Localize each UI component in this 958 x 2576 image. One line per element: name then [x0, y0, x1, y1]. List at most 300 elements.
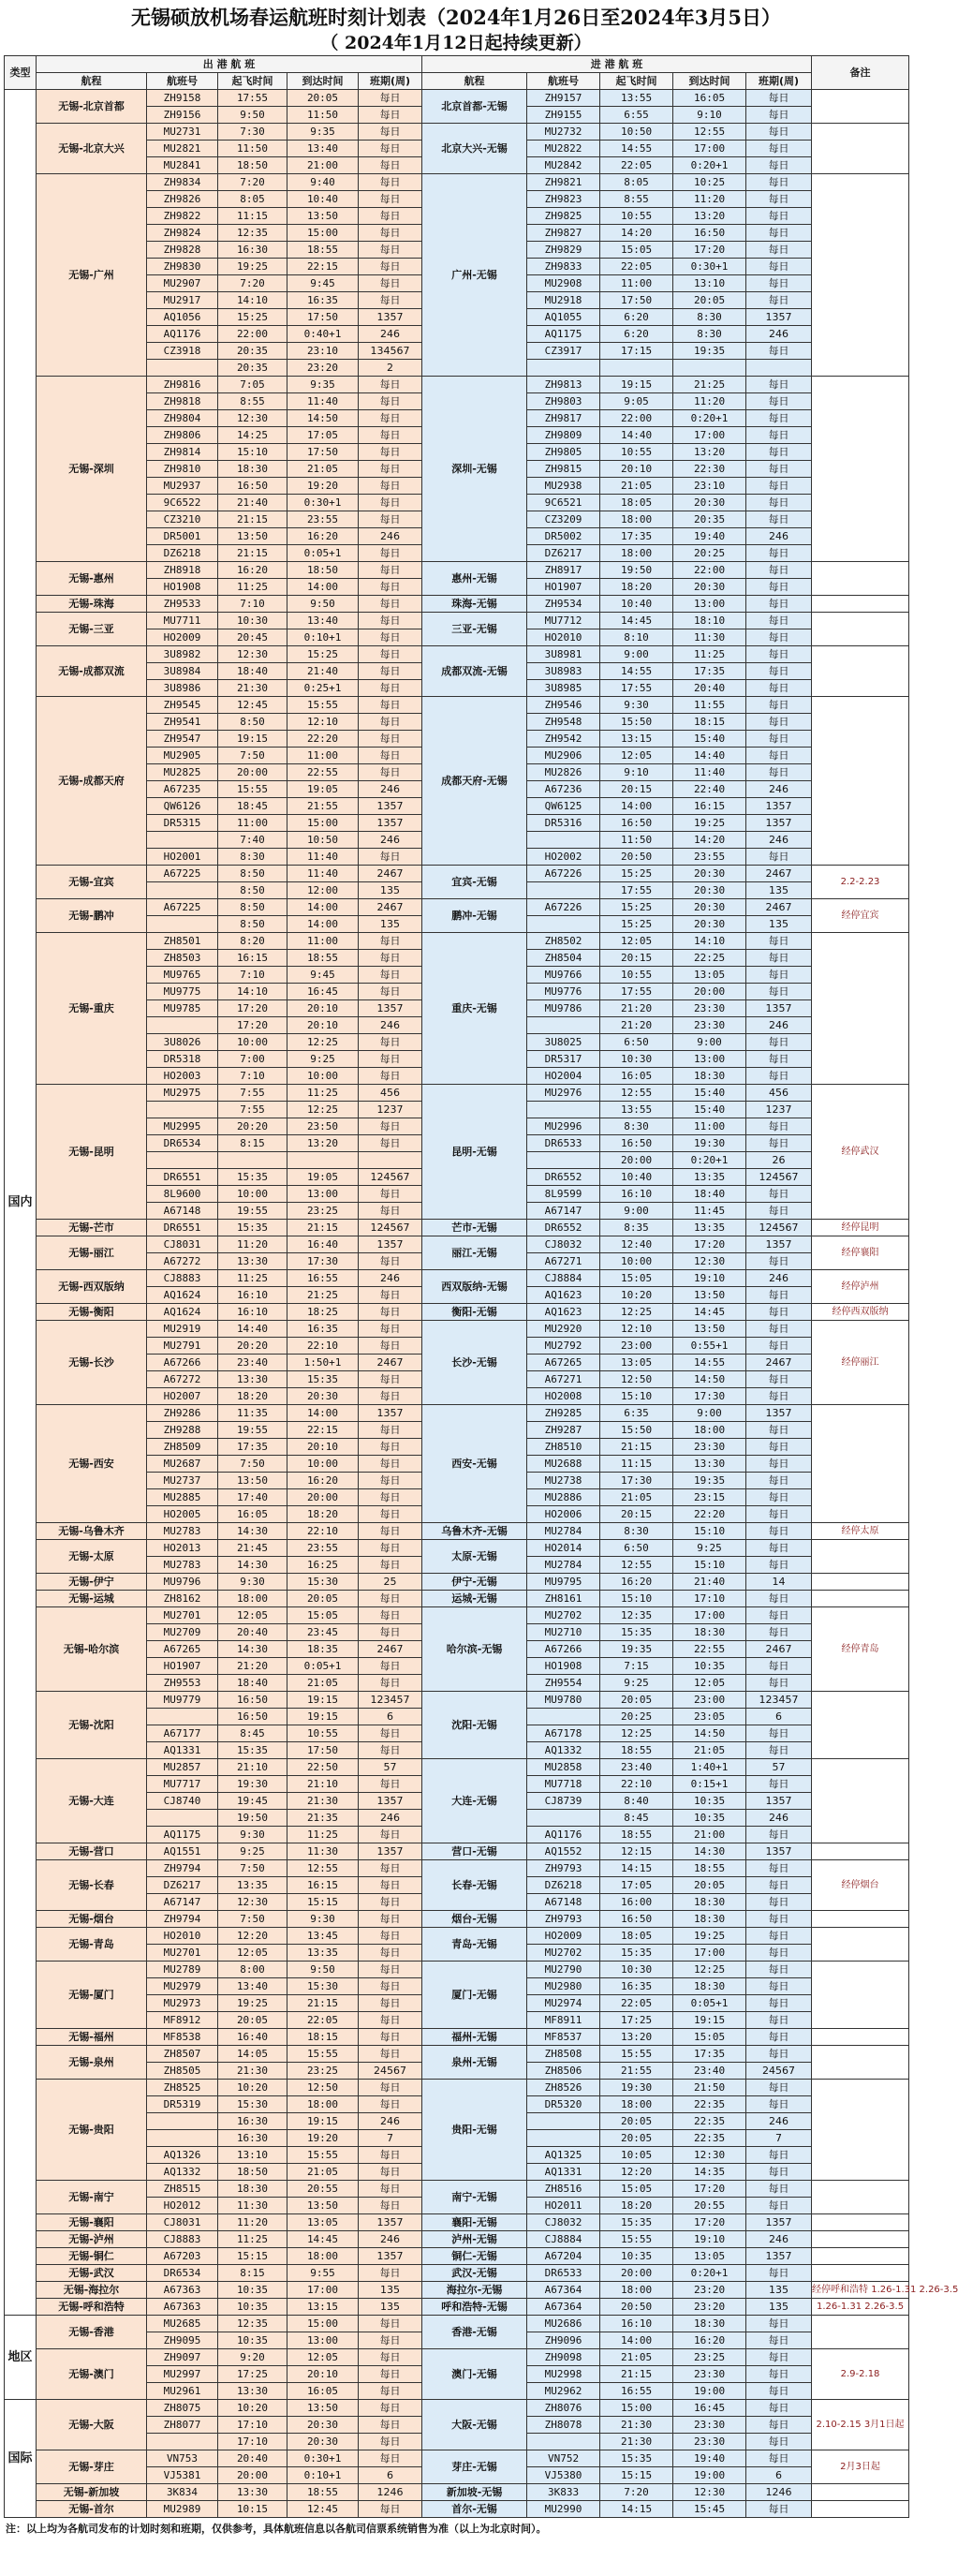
outbound-days: 每日 — [359, 545, 422, 562]
outbound-days: 每日 — [359, 1034, 422, 1051]
inbound-route: 大连-无锡 — [422, 1759, 527, 1843]
outbound-flight-no: AQ1551 — [147, 1843, 218, 1860]
inbound-flight-no: AQ1331 — [527, 2164, 600, 2181]
outbound-arr-time: 23:25 — [287, 2063, 359, 2080]
outbound-route: 无锡-北京大兴 — [37, 124, 147, 174]
outbound-arr-time: 14:45 — [287, 2231, 359, 2248]
outbound-arr-time: 20:55 — [287, 2181, 359, 2198]
outbound-dep-time: 13:30 — [218, 1371, 287, 1388]
outbound-route: 无锡-芒市 — [37, 1220, 147, 1236]
inbound-arr-time: 10:35 — [673, 1793, 746, 1810]
outbound-dep-time: 16:50 — [218, 1692, 287, 1709]
inbound-dep-time: 20:25 — [600, 1709, 673, 1725]
table-row — [5, 2080, 909, 2096]
route-note — [812, 2231, 909, 2248]
inbound-days: 每日 — [746, 343, 812, 360]
outbound-flight-no: 3U8984 — [147, 663, 218, 680]
outbound-dep-time: 12:05 — [218, 1607, 287, 1624]
outbound-days: 每日 — [359, 292, 422, 309]
outbound-arr-time: 21:40 — [287, 663, 359, 680]
inbound-dep-time: 15:35 — [600, 1945, 673, 1962]
outbound-arr-time: 10:55 — [287, 1725, 359, 1742]
outbound-flight-no: MU9765 — [147, 967, 218, 984]
outbound-arr-time: 16:15 — [287, 1877, 359, 1894]
inbound-days: 1357 — [746, 1405, 812, 1422]
inbound-arr-time: 17:00 — [673, 141, 746, 157]
inbound-dep-time: 10:55 — [600, 208, 673, 225]
inbound-dep-time: 9:00 — [600, 646, 673, 663]
inbound-flight-no — [527, 2434, 600, 2450]
inbound-flight-no: MU2906 — [527, 748, 600, 764]
route-note: 1.26-1.31 2.26-3.5 — [812, 2299, 909, 2316]
inbound-arr-time: 10:35 — [673, 1658, 746, 1675]
inbound-arr-time: 9:00 — [673, 1405, 746, 1422]
outbound-dep-time: 7:20 — [218, 174, 287, 191]
inbound-days: 每日 — [746, 410, 812, 427]
outbound-dep-time: 7:55 — [218, 1085, 287, 1102]
outbound-flight-no: MU2989 — [147, 2501, 218, 2518]
outbound-arr-time: 22:05 — [287, 2012, 359, 2029]
outbound-days: 每日 — [359, 1473, 422, 1489]
outbound-flight-no: ZH8501 — [147, 933, 218, 950]
inbound-route: 鹏冲-无锡 — [422, 899, 527, 933]
outbound-arr-time: 14:00 — [287, 916, 359, 933]
outbound-days: 2467 — [359, 1641, 422, 1658]
table-row — [5, 646, 909, 663]
inbound-dep-time: 9:30 — [600, 697, 673, 714]
inbound-route: 大阪-无锡 — [422, 2400, 527, 2450]
outbound-flight-no: 3K834 — [147, 2484, 218, 2501]
inbound-arr-time: 18:30 — [673, 1894, 746, 1911]
table-row — [5, 1607, 909, 1624]
inbound-dep-time: 15:35 — [600, 1624, 673, 1641]
inbound-route: 重庆-无锡 — [422, 933, 527, 1085]
outbound-dep-time: 17:55 — [218, 90, 287, 107]
outbound-route: 无锡-长春 — [37, 1860, 147, 1911]
header-out-flight: 航班号 — [147, 73, 218, 90]
outbound-dep-time: 16:30 — [218, 242, 287, 259]
outbound-flight-no: MU9785 — [147, 1000, 218, 1017]
inbound-arr-time: 13:05 — [673, 2248, 746, 2265]
inbound-dep-time: 14:55 — [600, 141, 673, 157]
outbound-dep-time: 7:05 — [218, 377, 287, 393]
inbound-arr-time: 19:40 — [673, 2450, 746, 2467]
outbound-arr-time: 0:30+1 — [287, 495, 359, 511]
outbound-arr-time: 16:55 — [287, 1270, 359, 1287]
outbound-arr-time: 13:05 — [287, 2214, 359, 2231]
outbound-arr-time: 0:05+1 — [287, 545, 359, 562]
outbound-dep-time: 11:20 — [218, 2214, 287, 2231]
outbound-days: 每日 — [359, 1591, 422, 1607]
inbound-days: 每日 — [746, 1911, 812, 1928]
outbound-days: 每日 — [359, 1186, 422, 1203]
inbound-flight-no — [527, 2113, 600, 2130]
outbound-days: 1357 — [359, 1000, 422, 1017]
outbound-flight-no: CZ3918 — [147, 343, 218, 360]
inbound-arr-time: 17:20 — [673, 2214, 746, 2231]
outbound-dep-time: 20:00 — [218, 764, 287, 781]
inbound-flight-no: ZH9157 — [527, 90, 600, 107]
outbound-days: 每日 — [359, 1827, 422, 1843]
outbound-days: 每日 — [359, 1945, 422, 1962]
inbound-route: 襄阳-无锡 — [422, 2214, 527, 2231]
inbound-arr-time: 17:35 — [673, 663, 746, 680]
inbound-dep-time: 15:35 — [600, 2450, 673, 2467]
outbound-arr-time: 11:40 — [287, 393, 359, 410]
inbound-days: 每日 — [746, 1506, 812, 1523]
outbound-dep-time: 7:55 — [218, 1102, 287, 1118]
inbound-arr-time: 14:45 — [673, 1304, 746, 1321]
outbound-route: 无锡-泉州 — [37, 2046, 147, 2080]
inbound-days: 每日 — [746, 1675, 812, 1692]
outbound-flight-no: ZH9545 — [147, 697, 218, 714]
outbound-flight-no: VJ5381 — [147, 2467, 218, 2484]
inbound-flight-no: AQ1176 — [527, 1827, 600, 1843]
outbound-route: 无锡-泸州 — [37, 2231, 147, 2248]
outbound-days: 7 — [359, 2130, 422, 2147]
inbound-arr-time: 11:20 — [673, 191, 746, 208]
inbound-dep-time: 15:05 — [600, 242, 673, 259]
outbound-arr-time: 16:35 — [287, 292, 359, 309]
outbound-days: 每日 — [359, 764, 422, 781]
outbound-dep-time: 10:20 — [218, 2400, 287, 2417]
inbound-flight-no: AQ1055 — [527, 309, 600, 326]
outbound-flight-no — [147, 882, 218, 899]
inbound-flight-no: MF8537 — [527, 2029, 600, 2046]
inbound-dep-time: 18:00 — [600, 2096, 673, 2113]
outbound-dep-time: 15:10 — [218, 444, 287, 461]
outbound-dep-time: 14:30 — [218, 1557, 287, 1574]
outbound-arr-time: 18:55 — [287, 2484, 359, 2501]
outbound-dep-time: 14:30 — [218, 1523, 287, 1540]
outbound-flight-no: MU2731 — [147, 124, 218, 141]
outbound-dep-time: 20:20 — [218, 1118, 287, 1135]
outbound-route: 无锡-长沙 — [37, 1321, 147, 1405]
route-note: 2.10-2.15 3月1日起 — [812, 2400, 909, 2450]
inbound-flight-no: HO2009 — [527, 1928, 600, 1945]
inbound-days: 每日 — [746, 2029, 812, 2046]
inbound-arr-time: 22:35 — [673, 2096, 746, 2113]
outbound-dep-time: 12:30 — [218, 646, 287, 663]
route-note: 经停青岛 — [812, 1607, 909, 1692]
route-note — [812, 1911, 909, 1928]
outbound-dep-time: 16:50 — [218, 478, 287, 495]
outbound-arr-time: 15:35 — [287, 1371, 359, 1388]
inbound-flight-no: MU2980 — [527, 1978, 600, 1995]
table-row — [5, 697, 909, 714]
outbound-arr-time: 21:15 — [287, 1995, 359, 2012]
inbound-days: 每日 — [746, 393, 812, 410]
outbound-dep-time: 7:10 — [218, 967, 287, 984]
outbound-dep-time: 15:35 — [218, 1220, 287, 1236]
inbound-days: 每日 — [746, 259, 812, 275]
outbound-arr-time: 23:55 — [287, 1540, 359, 1557]
inbound-route: 芽庄-无锡 — [422, 2450, 527, 2484]
inbound-arr-time: 23:30 — [673, 1439, 746, 1456]
inbound-flight-no: A67364 — [527, 2299, 600, 2316]
inbound-dep-time: 18:00 — [600, 511, 673, 528]
inbound-dep-time: 10:30 — [600, 1051, 673, 1068]
table-row — [5, 2214, 909, 2231]
inbound-dep-time: 10:40 — [600, 1169, 673, 1186]
inbound-flight-no: A67226 — [527, 899, 600, 916]
header-in-dep: 起飞时间 — [600, 73, 673, 90]
outbound-days: 每日 — [359, 933, 422, 950]
outbound-arr-time: 16:20 — [287, 528, 359, 545]
inbound-arr-time: 18:30 — [673, 1624, 746, 1641]
inbound-flight-no: ZH8504 — [527, 950, 600, 967]
inbound-flight-no: ZH9803 — [527, 393, 600, 410]
outbound-flight-no: MU2917 — [147, 292, 218, 309]
inbound-arr-time: 20:40 — [673, 680, 746, 697]
inbound-route: 乌鲁木齐-无锡 — [422, 1523, 527, 1540]
inbound-dep-time: 17:55 — [600, 882, 673, 899]
inbound-arr-time: 12:25 — [673, 1962, 746, 1978]
inbound-arr-time: 12:30 — [673, 2484, 746, 2501]
inbound-dep-time: 17:15 — [600, 343, 673, 360]
inbound-flight-no: DR6552 — [527, 1220, 600, 1236]
inbound-days: 每日 — [746, 242, 812, 259]
inbound-days: 每日 — [746, 714, 812, 731]
outbound-days: 24567 — [359, 2063, 422, 2080]
inbound-flight-no: ZH8917 — [527, 562, 600, 579]
outbound-days: 每日 — [359, 2096, 422, 2113]
inbound-flight-no: ZH9823 — [527, 191, 600, 208]
inbound-arr-time: 18:10 — [673, 613, 746, 629]
outbound-dep-time: 16:30 — [218, 2113, 287, 2130]
inbound-arr-time: 22:55 — [673, 1641, 746, 1658]
inbound-dep-time: 6:20 — [600, 326, 673, 343]
inbound-flight-no: HO2004 — [527, 1068, 600, 1085]
outbound-flight-no: DR6551 — [147, 1169, 218, 1186]
outbound-arr-time: 12:50 — [287, 2080, 359, 2096]
outbound-route: 无锡-首尔 — [37, 2501, 147, 2518]
outbound-dep-time: 7:50 — [218, 1860, 287, 1877]
inbound-flight-no — [527, 1709, 600, 1725]
inbound-flight-no: ZH8506 — [527, 2063, 600, 2080]
inbound-flight-no: VN752 — [527, 2450, 600, 2467]
inbound-flight-no: ZH8078 — [527, 2417, 600, 2434]
outbound-flight-no: CJ8031 — [147, 1236, 218, 1253]
category-label: 国际 — [5, 2400, 37, 2518]
outbound-flight-no: CZ3210 — [147, 511, 218, 528]
outbound-route: 无锡-西双版纳 — [37, 1270, 147, 1304]
inbound-flight-no: MU2908 — [527, 275, 600, 292]
inbound-route: 广州-无锡 — [422, 174, 527, 377]
outbound-route: 无锡-衡阳 — [37, 1304, 147, 1321]
outbound-dep-time: 17:10 — [218, 2434, 287, 2450]
inbound-route: 运城-无锡 — [422, 1591, 527, 1607]
outbound-dep-time: 13:35 — [218, 1877, 287, 1894]
outbound-flight-no: MU2919 — [147, 1321, 218, 1338]
outbound-arr-time: 9:25 — [287, 1051, 359, 1068]
inbound-flight-no: MU9776 — [527, 984, 600, 1000]
outbound-arr-time: 21:05 — [287, 1675, 359, 1692]
outbound-arr-time: 19:05 — [287, 1169, 359, 1186]
inbound-flight-no: ZH8161 — [527, 1591, 600, 1607]
inbound-dep-time: 15:10 — [600, 1591, 673, 1607]
outbound-flight-no: ZH9824 — [147, 225, 218, 242]
inbound-arr-time: 19:00 — [673, 2383, 746, 2400]
inbound-arr-time: 13:20 — [673, 444, 746, 461]
inbound-arr-time: 20:30 — [673, 916, 746, 933]
table-row — [5, 90, 909, 107]
inbound-flight-no: ZH9287 — [527, 1422, 600, 1439]
inbound-dep-time: 12:15 — [600, 1843, 673, 1860]
inbound-dep-time: 18:55 — [600, 1742, 673, 1759]
outbound-days: 每日 — [359, 984, 422, 1000]
outbound-arr-time: 18:00 — [287, 2096, 359, 2113]
inbound-flight-no: A67271 — [527, 1371, 600, 1388]
inbound-arr-time: 0:20+1 — [673, 157, 746, 174]
inbound-days: 每日 — [746, 141, 812, 157]
outbound-flight-no: ZH9806 — [147, 427, 218, 444]
outbound-dep-time: 20:00 — [218, 2467, 287, 2484]
outbound-arr-time: 11:00 — [287, 933, 359, 950]
route-note — [812, 2316, 909, 2349]
inbound-arr-time: 23:30 — [673, 2417, 746, 2434]
inbound-days: 每日 — [746, 2450, 812, 2467]
outbound-arr-time: 11:00 — [287, 748, 359, 764]
inbound-days: 每日 — [746, 1456, 812, 1473]
inbound-dep-time: 12:40 — [600, 1236, 673, 1253]
inbound-dep-time: 21:05 — [600, 2349, 673, 2366]
outbound-flight-no: A67266 — [147, 1355, 218, 1371]
outbound-arr-time: 21:00 — [287, 157, 359, 174]
table-row — [5, 2299, 909, 2316]
inbound-dep-time: 15:25 — [600, 866, 673, 882]
route-note — [812, 1843, 909, 1860]
inbound-dep-time: 6:50 — [600, 1540, 673, 1557]
outbound-days: 124567 — [359, 1220, 422, 1236]
inbound-days: 每日 — [746, 1203, 812, 1220]
outbound-flight-no: ZH8505 — [147, 2063, 218, 2080]
outbound-flight-no: ZH8515 — [147, 2181, 218, 2198]
inbound-dep-time: 7:15 — [600, 1658, 673, 1675]
inbound-days: 每日 — [746, 208, 812, 225]
outbound-arr-time: 15:30 — [287, 1574, 359, 1591]
outbound-dep-time: 18:40 — [218, 1675, 287, 1692]
inbound-arr-time: 23:20 — [673, 2282, 746, 2299]
outbound-flight-no: MF8538 — [147, 2029, 218, 2046]
inbound-arr-time: 22:30 — [673, 461, 746, 478]
inbound-route: 太原-无锡 — [422, 1540, 527, 1574]
inbound-arr-time: 23:30 — [673, 1017, 746, 1034]
inbound-dep-time: 15:55 — [600, 2231, 673, 2248]
outbound-flight-no: VN753 — [147, 2450, 218, 2467]
outbound-days: 每日 — [359, 613, 422, 629]
outbound-days: 每日 — [359, 1624, 422, 1641]
inbound-days: 1246 — [746, 2484, 812, 2501]
inbound-arr-time: 11:00 — [673, 1118, 746, 1135]
outbound-route: 无锡-海拉尔 — [37, 2282, 147, 2299]
route-note — [812, 1759, 909, 1843]
inbound-days: 每日 — [746, 1557, 812, 1574]
outbound-flight-no: MU2961 — [147, 2383, 218, 2400]
route-note — [812, 1574, 909, 1591]
table-row — [5, 1523, 909, 1540]
inbound-dep-time: 9:10 — [600, 764, 673, 781]
inbound-flight-no: MU2702 — [527, 1607, 600, 1624]
outbound-route: 无锡-珠海 — [37, 596, 147, 613]
inbound-days: 每日 — [746, 1540, 812, 1557]
outbound-days: 每日 — [359, 1523, 422, 1540]
inbound-dep-time: 21:05 — [600, 1489, 673, 1506]
outbound-arr-time: 22:55 — [287, 764, 359, 781]
outbound-days: 每日 — [359, 2417, 422, 2434]
inbound-flight-no: 3U8981 — [527, 646, 600, 663]
inbound-dep-time: 20:15 — [600, 781, 673, 798]
outbound-flight-no: HO2012 — [147, 2198, 218, 2214]
outbound-arr-time: 10:50 — [287, 832, 359, 849]
inbound-flight-no: 3U8983 — [527, 663, 600, 680]
inbound-days: 每日 — [746, 377, 812, 393]
inbound-flight-no: DR6533 — [527, 1135, 600, 1152]
outbound-days: 456 — [359, 1085, 422, 1102]
inbound-days: 每日 — [746, 1338, 812, 1355]
outbound-dep-time: 7:00 — [218, 1051, 287, 1068]
outbound-arr-time: 20:00 — [287, 1489, 359, 1506]
inbound-arr-time: 17:20 — [673, 242, 746, 259]
outbound-days: 1357 — [359, 2248, 422, 2265]
outbound-days: 每日 — [359, 646, 422, 663]
inbound-dep-time: 6:20 — [600, 309, 673, 326]
inbound-arr-time: 11:40 — [673, 764, 746, 781]
inbound-arr-time: 23:10 — [673, 478, 746, 495]
outbound-route: 无锡-澳门 — [37, 2349, 147, 2400]
outbound-days: 每日 — [359, 731, 422, 748]
table-row — [5, 613, 909, 629]
outbound-flight-no: MU2709 — [147, 1624, 218, 1641]
outbound-dep-time: 10:35 — [218, 2332, 287, 2349]
inbound-dep-time: 20:00 — [600, 2265, 673, 2282]
inbound-flight-no: ZH8076 — [527, 2400, 600, 2417]
inbound-days: 14 — [746, 1574, 812, 1591]
header-outbound: 出 港 航 班 — [37, 56, 422, 73]
inbound-flight-no — [527, 2130, 600, 2147]
outbound-days: 每日 — [359, 1203, 422, 1220]
outbound-flight-no: CJ8740 — [147, 1793, 218, 1810]
outbound-dep-time: 12:20 — [218, 1928, 287, 1945]
outbound-days: 每日 — [359, 1658, 422, 1675]
header-inbound: 进 港 航 班 — [422, 56, 812, 73]
outbound-days: 每日 — [359, 107, 422, 124]
inbound-arr-time: 11:30 — [673, 629, 746, 646]
outbound-dep-time: 9:50 — [218, 107, 287, 124]
inbound-route: 福州-无锡 — [422, 2029, 527, 2046]
outbound-arr-time: 14:00 — [287, 1405, 359, 1422]
inbound-flight-no — [527, 1810, 600, 1827]
outbound-days: 每日 — [359, 1540, 422, 1557]
outbound-arr-time: 22:15 — [287, 1422, 359, 1439]
inbound-flight-no: ZH9554 — [527, 1675, 600, 1692]
table-row — [5, 124, 909, 141]
inbound-arr-time: 14:55 — [673, 1355, 746, 1371]
outbound-days: 每日 — [359, 410, 422, 427]
outbound-days: 246 — [359, 2231, 422, 2248]
inbound-route: 成都双流-无锡 — [422, 646, 527, 697]
inbound-flight-no: MU7718 — [527, 1776, 600, 1793]
outbound-route: 无锡-襄阳 — [37, 2214, 147, 2231]
outbound-days: 每日 — [359, 1776, 422, 1793]
route-note: 经停泸州 — [812, 1270, 909, 1304]
inbound-dep-time: 16:20 — [600, 1574, 673, 1591]
inbound-dep-time: 16:10 — [600, 2316, 673, 2332]
inbound-arr-time: 0:20+1 — [673, 1152, 746, 1169]
outbound-route: 无锡-福州 — [37, 2029, 147, 2046]
inbound-flight-no: CZ3917 — [527, 343, 600, 360]
inbound-arr-time: 10:35 — [673, 1810, 746, 1827]
